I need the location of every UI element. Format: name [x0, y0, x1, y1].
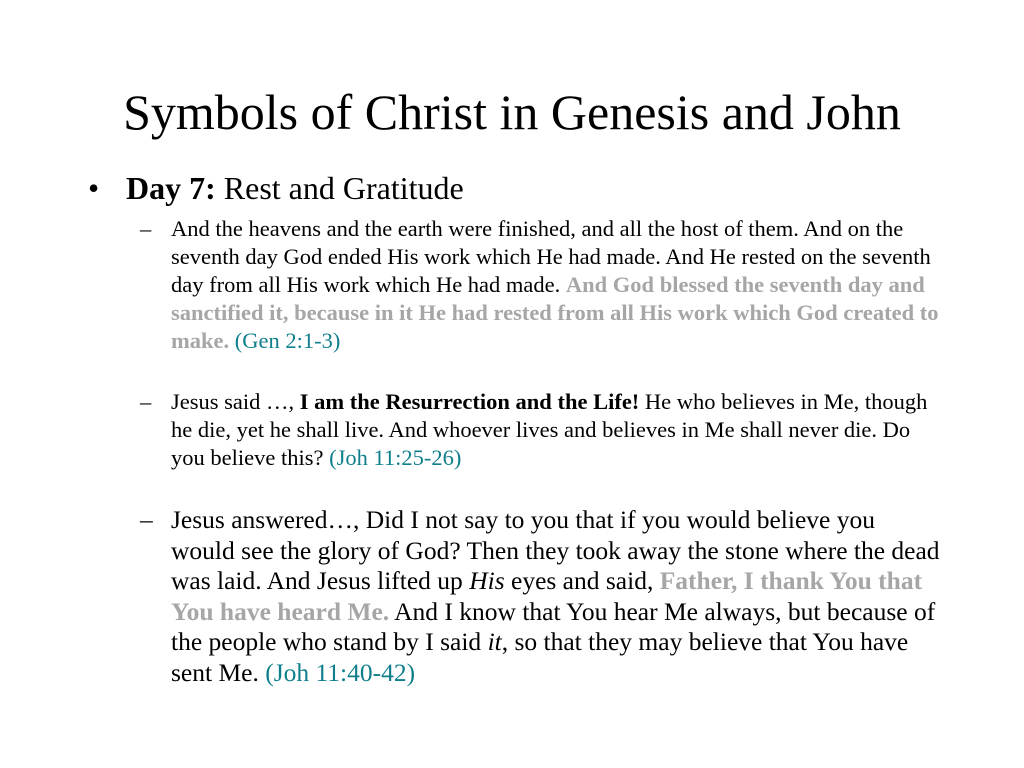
genesis-highlight: And God blessed the seventh day and sanctified it, because in it He had rested from all His work which God created to make.: [171, 272, 939, 353]
genesis-reference: (Gen 2:1-3): [229, 328, 341, 353]
bullet-marker: •: [88, 170, 100, 206]
genesis-text: And the heavens and the earth were finished, and all the host of them. And on the seventh day God ended His work which He had made. And He rested on the seventh day from all His work which He had made.: [171, 216, 931, 297]
lazarus-text-2: eyes and said,: [504, 566, 660, 595]
resurrection-reference: (Joh 11:25-26): [329, 445, 462, 470]
resurrection-text-lead: Jesus said …,: [171, 389, 300, 414]
lazarus-text-1: Jesus answered…, Did I not say to you that if you would believe you would see the glory of God? Then they took away the stone where the dead was laid. And Jesus lifted up: [171, 505, 940, 595]
resurrection-text: He who believes in Me, though he die, yet he shall live. And whoever lives and believes in Me shall never die. Do you believe this?: [171, 389, 928, 470]
slide-title: Symbols of Christ in Genesis and John: [123, 84, 901, 140]
sub-bullet-genesis: [140, 215, 940, 355]
lazarus-italic-it: it: [487, 627, 502, 656]
bullet-label: Day 7:: [126, 170, 216, 206]
lazarus-highlight: Father, I thank You that You have heard Me.: [171, 566, 923, 626]
lazarus-text-4: , so that they may believe that You have sent Me.: [171, 627, 909, 687]
lazarus-italic-his: His: [469, 566, 505, 595]
dash-marker: –: [140, 216, 152, 241]
bullet-text: Rest and Gratitude: [215, 170, 464, 206]
sub-bullet-text: [171, 215, 940, 355]
resurrection-bold: I am the Resurrection and the Life!: [299, 389, 640, 414]
dash-marker: –: [140, 389, 152, 414]
sub-bullet-text: [171, 388, 940, 472]
sub-bullet-text: [171, 505, 940, 688]
sub-bullet-lazarus: [140, 505, 940, 688]
sub-bullet-resurrection: [140, 388, 940, 472]
lazarus-text-3: And I know that You hear Me always, but because of the people who stand by I said: [171, 596, 936, 656]
main-bullet: [88, 168, 464, 208]
dash-marker: –: [140, 505, 153, 534]
lazarus-reference: (Joh 11:40-42): [265, 657, 416, 687]
